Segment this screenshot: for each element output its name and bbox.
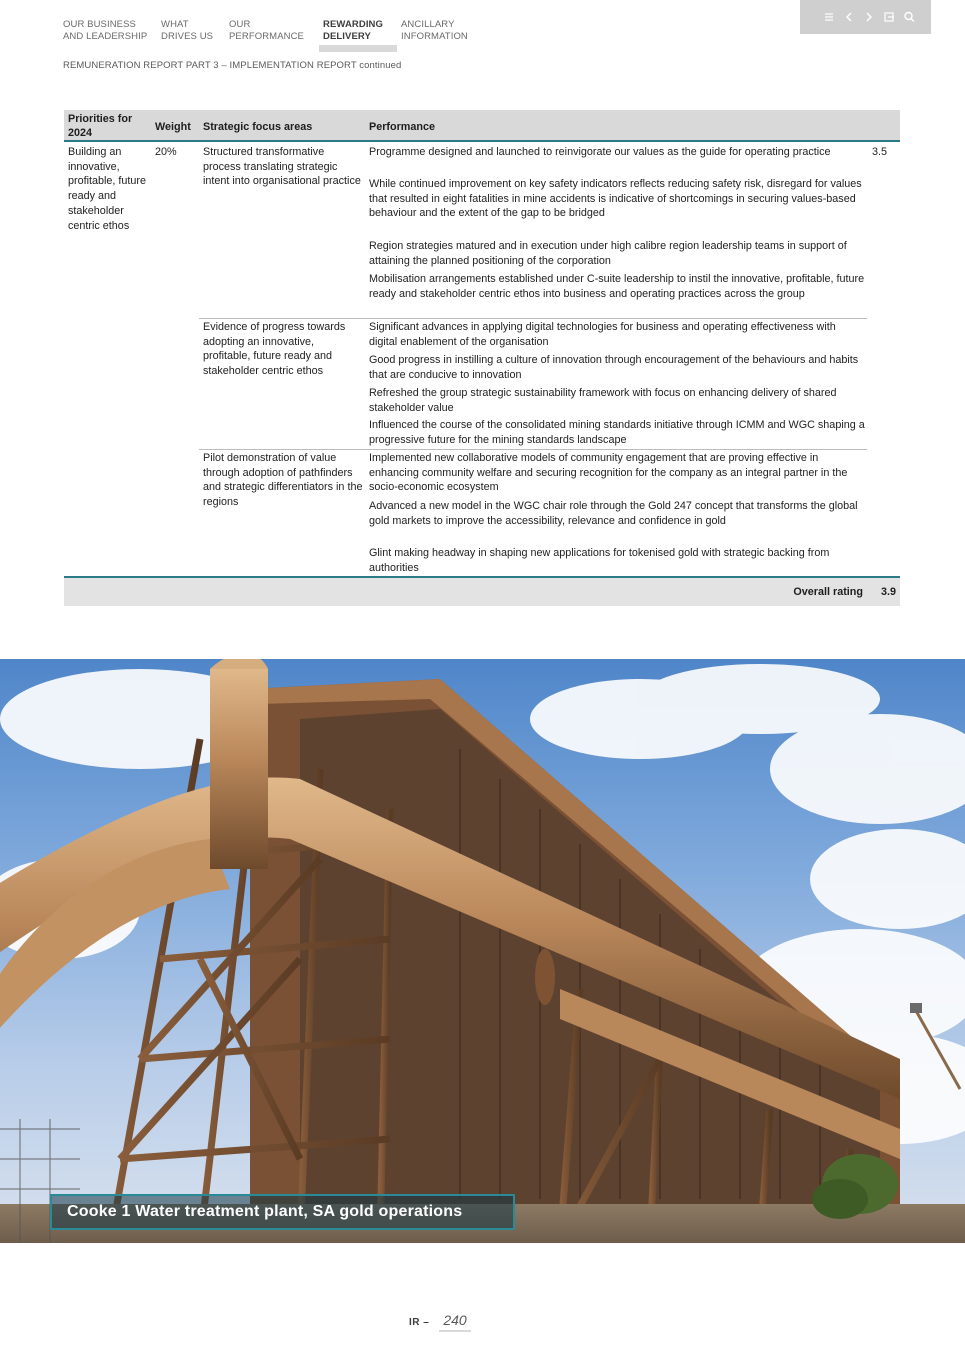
group-divider <box>199 318 867 319</box>
focus-area-cell: Structured transformative process translating strategic intent into organisational practice <box>203 146 361 188</box>
photo-caption-text: Cooke 1 Water treatment plant, SA gold operations <box>67 1203 463 1220</box>
performance-item: While continued improvement on key safety indicators reflects reducing safety risk, disregard for values that resulted in eight fatalities in mine accidents is indicative of shortcomings in securing values-based behaviour and the extent of the gap to be bridged <box>369 178 862 220</box>
header-focus-areas: Strategic focus areas <box>203 121 313 133</box>
performance-item: Good progress in instilling a culture of innovation through encouragement of the behaviours and habits that are conducive to innovation <box>369 354 859 381</box>
nav-item-line: PERFORMANCE <box>229 31 304 42</box>
weight-cell: 20% <box>155 146 177 158</box>
performance-item: Advanced a new model in the WGC chair role through the Gold 247 concept that transforms the global gold markets to improve the accessibility, relevance and confidence in gold <box>369 500 858 527</box>
focus-area-cell: Pilot demonstration of value through adoption of pathfinders and strategic differentiators in the regions <box>203 452 363 509</box>
rating-cell: 3.5 <box>872 146 888 158</box>
focus-area-cell: Evidence of progress towards adopting an innovative, profitable, future ready and stakeholder centric ethos <box>203 321 346 378</box>
nav-item-line: ANCILLARY <box>401 19 455 30</box>
performance-item: Influenced the course of the consolidated mining standards initiative through ICMM and WGC shaping a progressive future for the mining standards landscape <box>369 419 865 446</box>
nav-item-rewarding-delivery[interactable] <box>323 19 383 43</box>
plant-illustration <box>0 659 965 1243</box>
nav-item-line: AND LEADERSHIP <box>63 31 148 42</box>
overall-rating-label: Overall rating <box>793 586 863 598</box>
nav-item-line: REWARDING <box>323 19 384 30</box>
page-folio <box>409 1312 471 1332</box>
performance-item: Programme designed and launched to reinvigorate our values as the guide for operating practice <box>369 146 831 158</box>
group-divider <box>199 449 867 450</box>
chevron-right-icon[interactable] <box>863 10 875 24</box>
nav-item-what-drives-us[interactable] <box>161 19 213 43</box>
breadcrumb: REMUNERATION REPORT PART 3 – IMPLEMENTATION REPORT continued <box>63 60 402 71</box>
performance-item: Refreshed the group strategic sustainability framework with focus on enhancing delivery of shared stakeholder value <box>369 387 837 414</box>
viewer-toolbar <box>800 0 931 34</box>
nav-item-line: DELIVERY <box>323 31 371 42</box>
plant-photo <box>0 659 965 1243</box>
table-footer <box>64 576 900 606</box>
nav-item-line: INFORMATION <box>401 31 468 42</box>
active-section-indicator <box>319 45 397 52</box>
nav-item-line: WHAT <box>161 19 189 30</box>
exit-icon[interactable] <box>883 10 895 24</box>
performance-item: Mobilisation arrangements established under C-suite leadership to instil the innovative, profitable, future ready and stakeholder centric ethos into business and operating practices across the group <box>369 273 865 300</box>
header-weight: Weight <box>155 121 191 133</box>
search-icon[interactable] <box>903 10 915 24</box>
page-number: 240 <box>439 1312 470 1332</box>
photo-caption <box>50 1194 515 1230</box>
nav-item-line: OUR <box>229 19 251 30</box>
performance-item: Glint making headway in shaping new applications for tokenised gold with strategic backing from authorities <box>369 547 830 574</box>
header-priorities: Priorities for 2024 <box>68 113 133 139</box>
overall-rating-value: 3.9 <box>880 586 896 598</box>
nav-item-line: OUR BUSINESS <box>63 19 136 30</box>
nav-item-our-performance[interactable] <box>229 19 304 43</box>
performance-item: Significant advances in applying digital technologies for business and operating effectiveness with digital enablement of the organisation <box>369 321 836 348</box>
chevron-left-icon[interactable] <box>843 10 855 24</box>
table-header <box>64 110 900 142</box>
nav-item-ancillary-information[interactable] <box>401 19 468 43</box>
header-performance: Performance <box>369 121 436 133</box>
nav-item-line: DRIVES US <box>161 31 214 42</box>
report-label: IR – <box>409 1317 430 1328</box>
nav-item-our-business[interactable] <box>63 19 147 43</box>
menu-icon[interactable] <box>823 10 835 24</box>
performance-item: Region strategies matured and in execution under high calibre region leadership teams in support of attaining the planned positioning of the corporation <box>369 240 847 267</box>
priority-cell: Building an innovative, profitable, future ready and stakeholder centric ethos <box>68 146 147 232</box>
performance-item: Implemented new collaborative models of community engagement that are proving effective in enhancing community welfare and securing recognition for the company as an integral partner in the socio-economic ecosystem <box>369 452 848 494</box>
